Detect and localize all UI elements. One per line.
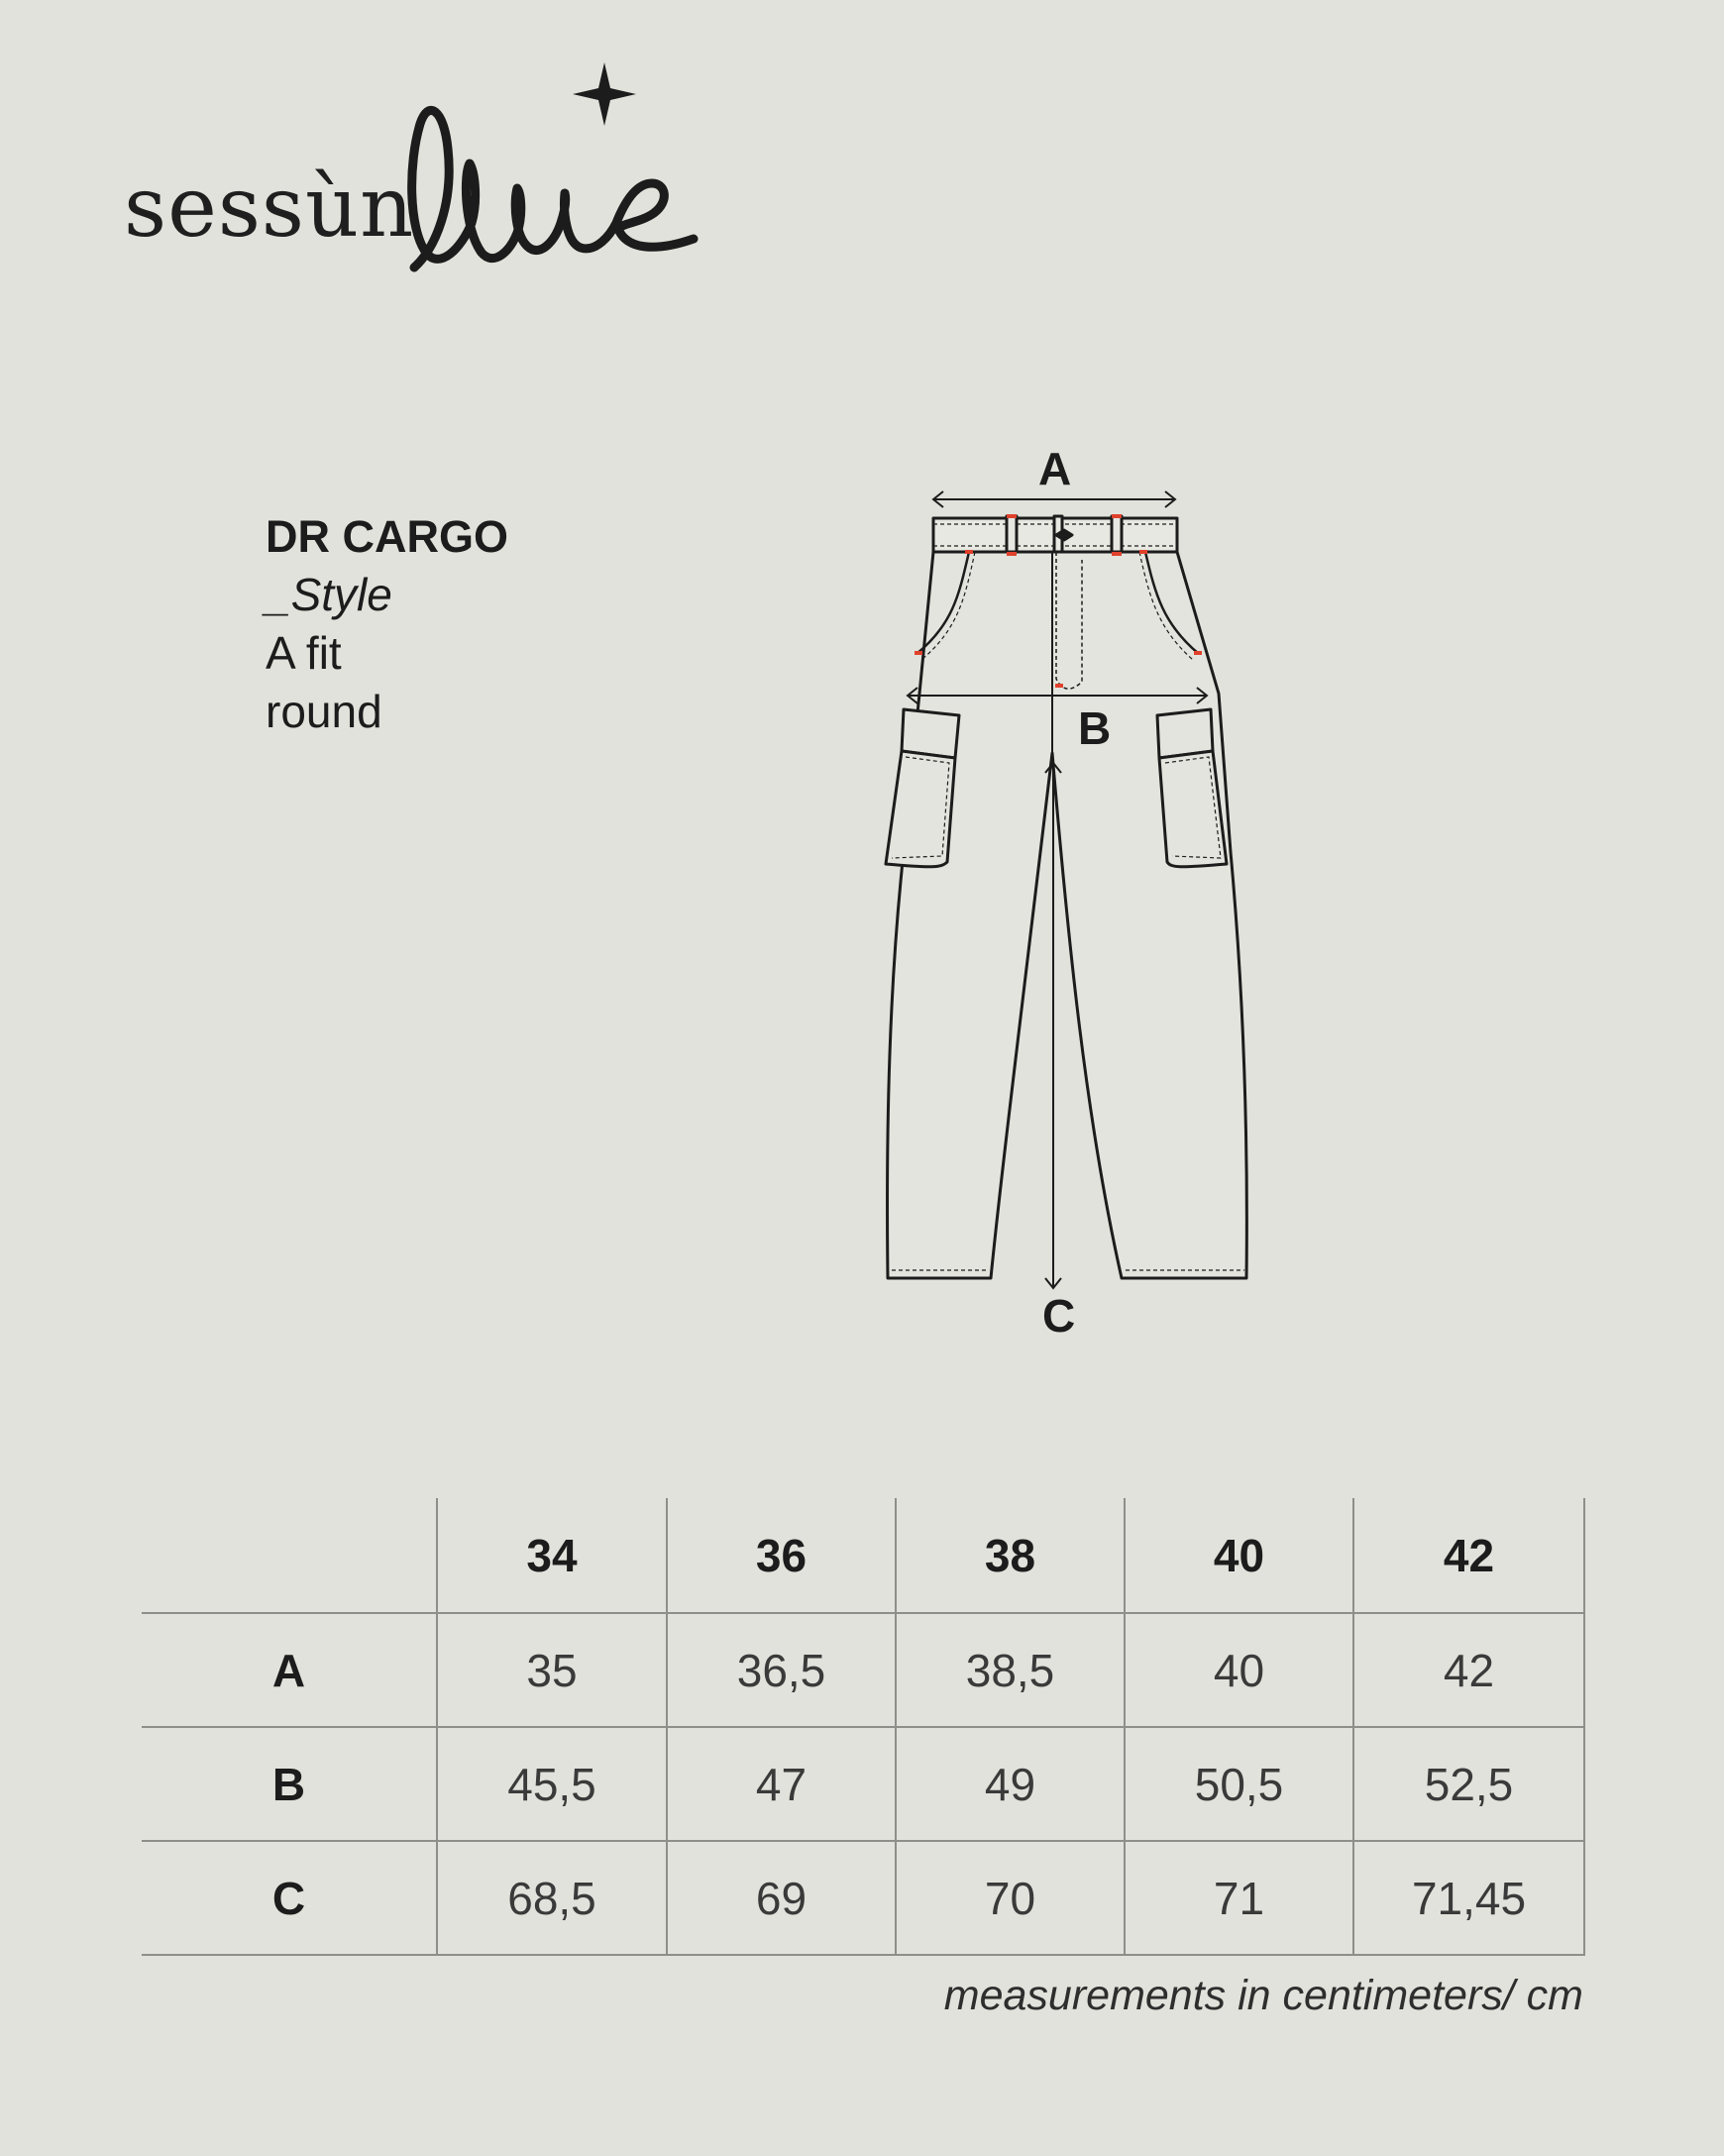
table-cell: 45,5 [437,1727,667,1841]
size-header: 40 [1125,1498,1353,1613]
header-corner [142,1498,437,1613]
brand-script-logo [406,54,703,292]
size-header-row [142,1498,1584,1613]
table-cell: 38,5 [896,1613,1125,1727]
table-cell: 71,45 [1353,1841,1584,1955]
measurement-units-note: measurements in centimeters/ cm [943,1972,1583,2019]
row-label: B [142,1727,437,1841]
table-cell: 42 [1353,1613,1584,1727]
table-cell: 49 [896,1727,1125,1841]
table-cell: 36,5 [667,1613,896,1727]
table-row [142,1613,1584,1727]
table-cell: 40 [1125,1613,1353,1727]
dimension-label-a: A [1038,443,1072,494]
table-row [142,1727,1584,1841]
product-info [266,507,508,741]
table-cell: 35 [437,1613,667,1727]
table-cell: 71 [1125,1841,1353,1955]
product-name: DR CARGO [266,511,508,562]
table-cell: 47 [667,1727,896,1841]
row-label: A [142,1613,437,1727]
brand-logo [119,54,713,302]
size-header: 38 [896,1498,1125,1613]
size-header: 34 [437,1498,667,1613]
trousers-diagram [842,426,1268,1348]
size-chart-table [142,1498,1585,1956]
table-row [142,1841,1584,1955]
star-icon [573,62,636,126]
size-header: 42 [1353,1498,1584,1613]
dimension-label-b: B [1078,702,1112,754]
product-style-label: _Style [266,569,392,620]
table-cell: 68,5 [437,1841,667,1955]
table-cell: 50,5 [1125,1727,1353,1841]
table-cell: 69 [667,1841,896,1955]
product-fit: A fit [266,627,342,679]
table-cell: 52,5 [1353,1727,1584,1841]
trousers-drawing [842,426,1268,1348]
table-cell: 70 [896,1841,1125,1955]
row-label: C [142,1841,437,1955]
size-header: 36 [667,1498,896,1613]
product-shape: round [266,686,382,737]
brand-name: sessùn [124,159,415,256]
dimension-label-c: C [1042,1290,1076,1342]
